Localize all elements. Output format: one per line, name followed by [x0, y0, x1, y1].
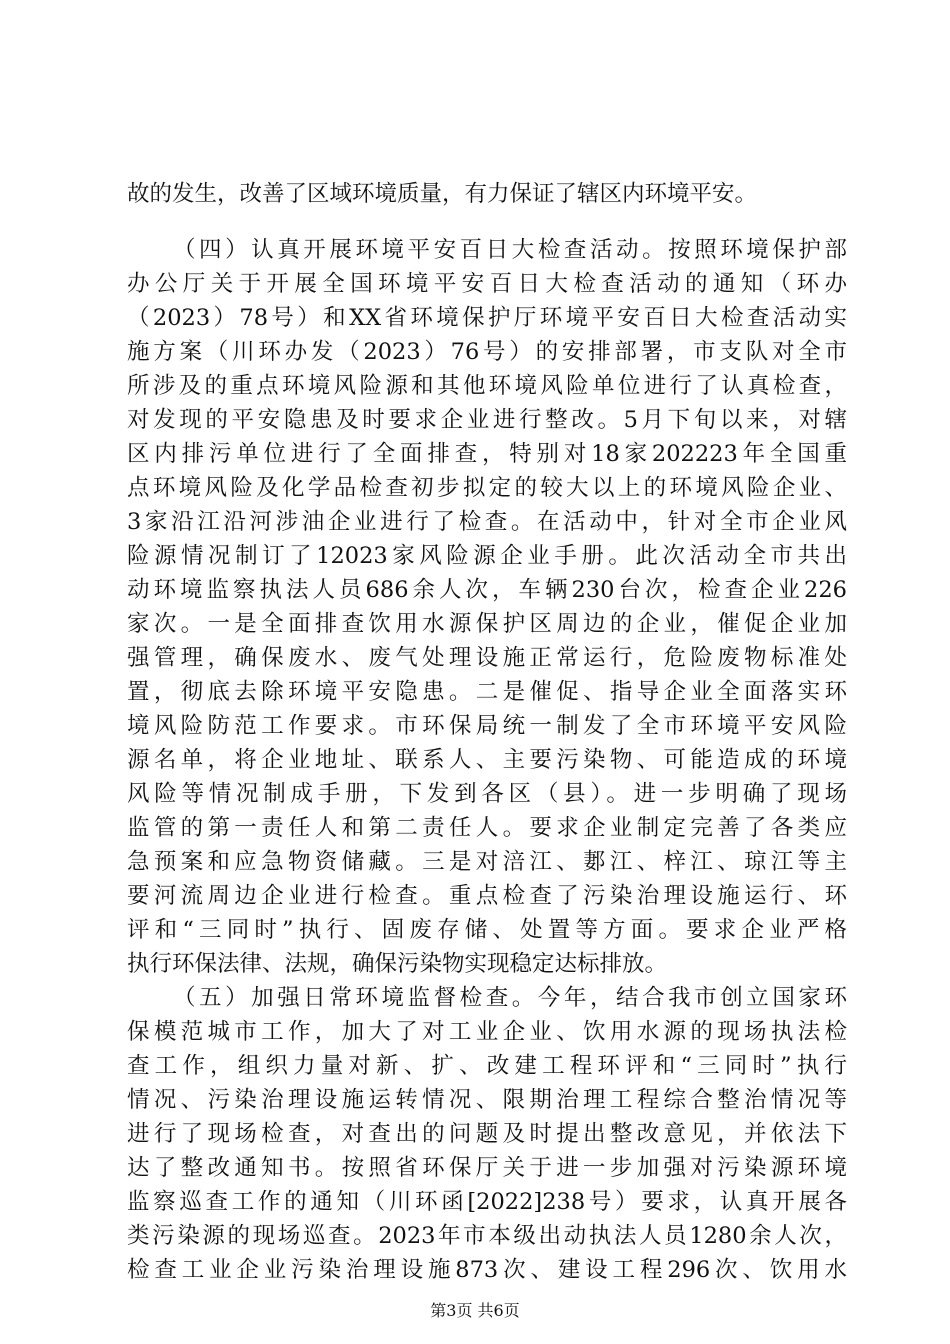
- text-line: 保模范城市工作，加大了对工业企业、饮用水源的现场执法检: [127, 1019, 847, 1045]
- text-line: 3家沿江沿河涉油企业进行了检查。在活动中，针对全市企业风: [127, 509, 847, 535]
- page-number-footer: 第3页 共6页: [430, 1301, 520, 1320]
- text-line: 险源情况制订了12023家风险源企业手册。此次活动全市共出: [127, 543, 847, 569]
- text-line: 动环境监察执法人员686余人次，车辆230台次，检查企业226: [127, 577, 847, 603]
- paragraph-5-first-line: （五）加强日常环境监督检查。今年，结合我市创立国家环: [173, 985, 847, 1011]
- text-line: 类污染源的现场巡查。2023年市本级出动执法人员1280余人次，: [127, 1223, 847, 1249]
- text-line: 监察巡查工作的通知（川环函[2022]238号）要求，认真开展各: [127, 1189, 847, 1215]
- text-line: 境风险防范工作要求。市环保局统一制发了全市环境平安风险: [127, 713, 847, 739]
- text-line: 进行了现场检查，对查出的问题及时提出整改意见，并依法下: [127, 1121, 847, 1147]
- text-line: 急预案和应急物资储藏。三是对涪江、郪江、梓江、琼江等主: [127, 849, 847, 875]
- text-line: 对发现的平安隐患及时要求企业进行整改。5月下旬以来，对辖: [127, 407, 847, 433]
- text-line: 区内排污单位进行了全面排查，特别对18家202223年全国重: [127, 441, 847, 467]
- text-line: 风险等情况制成手册，下发到各区（县）。进一步明确了现场: [127, 781, 847, 807]
- text-line: 情况、污染治理设施运转情况、限期治理工程综合整治情况等: [127, 1087, 847, 1113]
- text-line: 施方案（川环办发（2023）76号）的安排部署，市支队对全市: [127, 339, 847, 365]
- text-line: 评和“三同时”执行、固废存储、处置等方面。要求企业严格: [127, 917, 847, 943]
- text-line: 监管的第一责任人和第二责任人。要求企业制定完善了各类应: [127, 815, 847, 841]
- text-line: 达了整改通知书。按照省环保厅关于进一步加强对污染源环境: [127, 1155, 847, 1181]
- text-line: 点环境风险及化学品检查初步拟定的较大以上的环境风险企业、: [127, 475, 847, 501]
- text-line: 故的发生，改善了区域环境质量，有力保证了辖区内环境平安。: [127, 181, 758, 207]
- text-line: 置，彻底去除环境平安隐患。二是催促、指导企业全面落实环: [127, 679, 847, 705]
- paragraph-4-first-line: （四）认真开展环境平安百日大检查活动。按照环境保护部: [173, 237, 847, 263]
- text-line: 强管理，确保废水、废气处理设施正常运行，危险废物标准处: [127, 645, 847, 671]
- text-line: （2023）78号）和XX省环境保护厅环境平安百日大检查活动实: [127, 305, 847, 331]
- text-line: 办公厅关于开展全国环境平安百日大检查活动的通知（环办: [127, 271, 847, 297]
- text-line: 检查工业企业污染治理设施873次、建设工程296次、饮用水: [127, 1257, 847, 1283]
- text-line: 家次。一是全面排查饮用水源保护区周边的企业，催促企业加: [127, 611, 847, 637]
- text-line: 源名单，将企业地址、联系人、主要污染物、可能造成的环境: [127, 747, 847, 773]
- text-line: 执行环保法律、法规，确保污染物实现稳定达标排放。: [127, 951, 668, 977]
- text-line: 查工作，组织力量对新、扩、改建工程环评和“三同时”执行: [127, 1053, 847, 1079]
- text-line: 要河流周边企业进行检查。重点检查了污染治理设施运行、环: [127, 883, 847, 909]
- text-line: 所涉及的重点环境风险源和其他环境风险单位进行了认真检查，: [127, 373, 847, 399]
